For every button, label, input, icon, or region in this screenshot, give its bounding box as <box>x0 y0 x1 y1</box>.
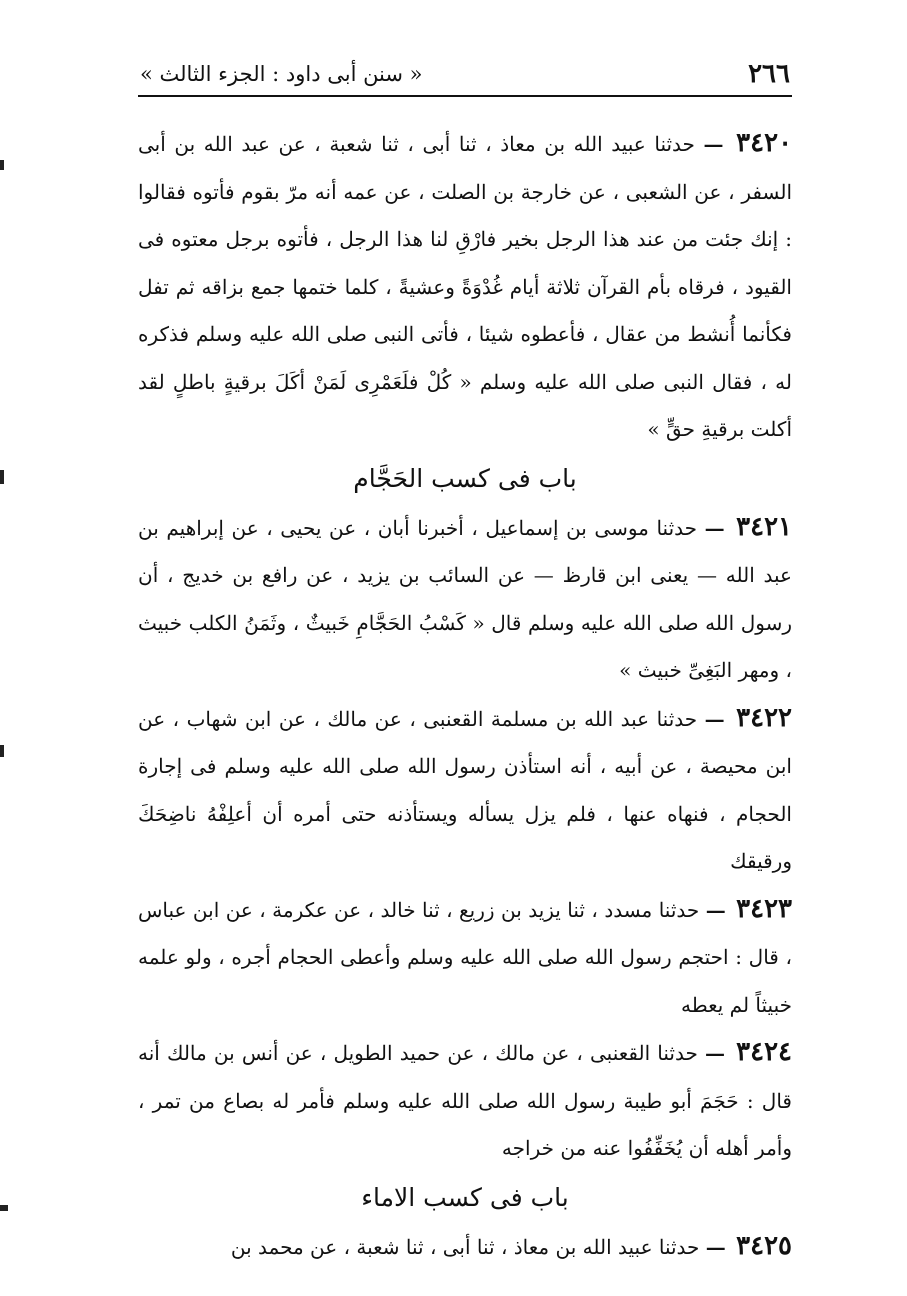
hadith-text: حدثنا عبيد الله بن معاذ ، ثنا أبى ، ثنا شعبة ، عن محمد بن <box>230 1234 700 1259</box>
scan-edge-mark <box>0 745 4 757</box>
hadith-text: حدثنا عبد الله بن مسلمة القعنبى ، عن مالك ، عن ابن شهاب ، عن ابن محيصة ، عن أبيه ، أنه استأذن رسول الله صلى الله عليه وسلم فى إجارة الحجام ، فنهاه عنها ، فلم يزل يسأله ويستأذنه حتى أمره أن أعلِفْهُ ناضِحَكَ ورقيقك <box>138 706 792 873</box>
hadith-3422 <box>138 695 792 886</box>
hadith-text: حدثنا مسدد ، ثنا يزيد بن زريع ، ثنا خالد ، عن عكرمة ، عن ابن عباس ، قال : احتجم رسول الله صلى الله عليه وسلم وأعطى الحجام أجره ، ولو علمه خبيثاً لم يعطه <box>138 897 792 1017</box>
hadith-3420 <box>138 120 792 454</box>
running-header <box>140 56 790 92</box>
hadith-3423 <box>138 886 792 1030</box>
hadith-dash: — <box>705 1041 725 1065</box>
hadith-dash: — <box>704 515 725 540</box>
hadith-number: ٣٤٢٥ <box>736 1230 792 1261</box>
scan-edge-mark <box>0 160 4 170</box>
hadith-number: ٣٤٢١ <box>736 511 792 542</box>
page-number: ٢٦٦ <box>748 59 790 89</box>
chapter-heading-cupping: باب فى كسب الحَجَّام <box>353 463 577 493</box>
hadith-3425 <box>138 1223 792 1272</box>
hadith-number: ٣٤٢٤ <box>736 1037 792 1067</box>
hadith-dash: — <box>703 132 724 156</box>
hadith-number: ٣٤٢٢ <box>736 702 793 733</box>
chapter-heading-slave-earnings: باب فى كسب الاماء <box>361 1182 569 1212</box>
running-title: « سنن أبى داود : الجزء الثالث » <box>140 62 423 86</box>
scan-edge-mark <box>0 1205 8 1211</box>
hadith-number: ٣٤٢٠ <box>736 128 793 158</box>
hadith-text: حدثنا موسى بن إسماعيل ، أخبرنا أبان ، عن يحيى ، عن إبراهيم بن عبد الله — يعنى ابن قارظ — عن السائب بن يزيد ، عن رافع بن خديج ، أن رسول الله صلى الله عليه وسلم قال « كَسْبُ الحَجَّامِ خَبيثٌ ، وثَمَنُ الكلب خبيث ، ومهر البَغِىِّ خبيث » <box>138 515 792 682</box>
hadith-text: حدثنا القعنبى ، عن مالك ، عن حميد الطويل ، عن أنس بن مالك أنه قال : حَجَمَ أبو طيبة رسول الله صلى الله عليه وسلم فأمر له بصاع من تمر ، وأمر أهله أن يُخَفِّفُوا عنه من خراجه <box>138 1041 792 1160</box>
header-rule <box>138 95 792 97</box>
hadith-3424 <box>138 1029 792 1173</box>
hadith-dash: — <box>704 706 725 731</box>
hadith-dash: — <box>705 1234 726 1259</box>
hadith-number: ٣٤٢٣ <box>736 893 792 924</box>
page-body <box>138 120 792 1271</box>
hadith-dash: — <box>705 897 726 922</box>
hadith-text: حدثنا عبيد الله بن معاذ ، ثنا أبى ، ثنا شعبة ، عن عبد الله بن أبى السفر ، عن الشعبى ، عن خارجة بن الصلت ، عن عمه أنه مرّ بقوم فأتوه فقالوا : إنك جئت من عند هذا الرجل بخير فارْقِ لنا هذا الرجل ، فأتوه برجل معتوه فى القيود ، فرقاه بأم القرآن ثلاثة أيام غُدْوَةً وعشيةً ، كلما ختمها جمع بزاقه ثم تفل فكأنما أُنشط من عقال ، فأعطوه شيئا ، فأتى النبى صلى الله عليه وسلم فذكره له ، فقال النبى صلى الله عليه وسلم « كُلْ فلَعَمْرِى لَمَنْ أكَلَ برقيةٍ باطلٍ لقد أكلت برقيةِ حقٍّ » <box>138 132 792 441</box>
hadith-3421 <box>138 504 792 695</box>
scan-edge-mark <box>0 470 4 484</box>
